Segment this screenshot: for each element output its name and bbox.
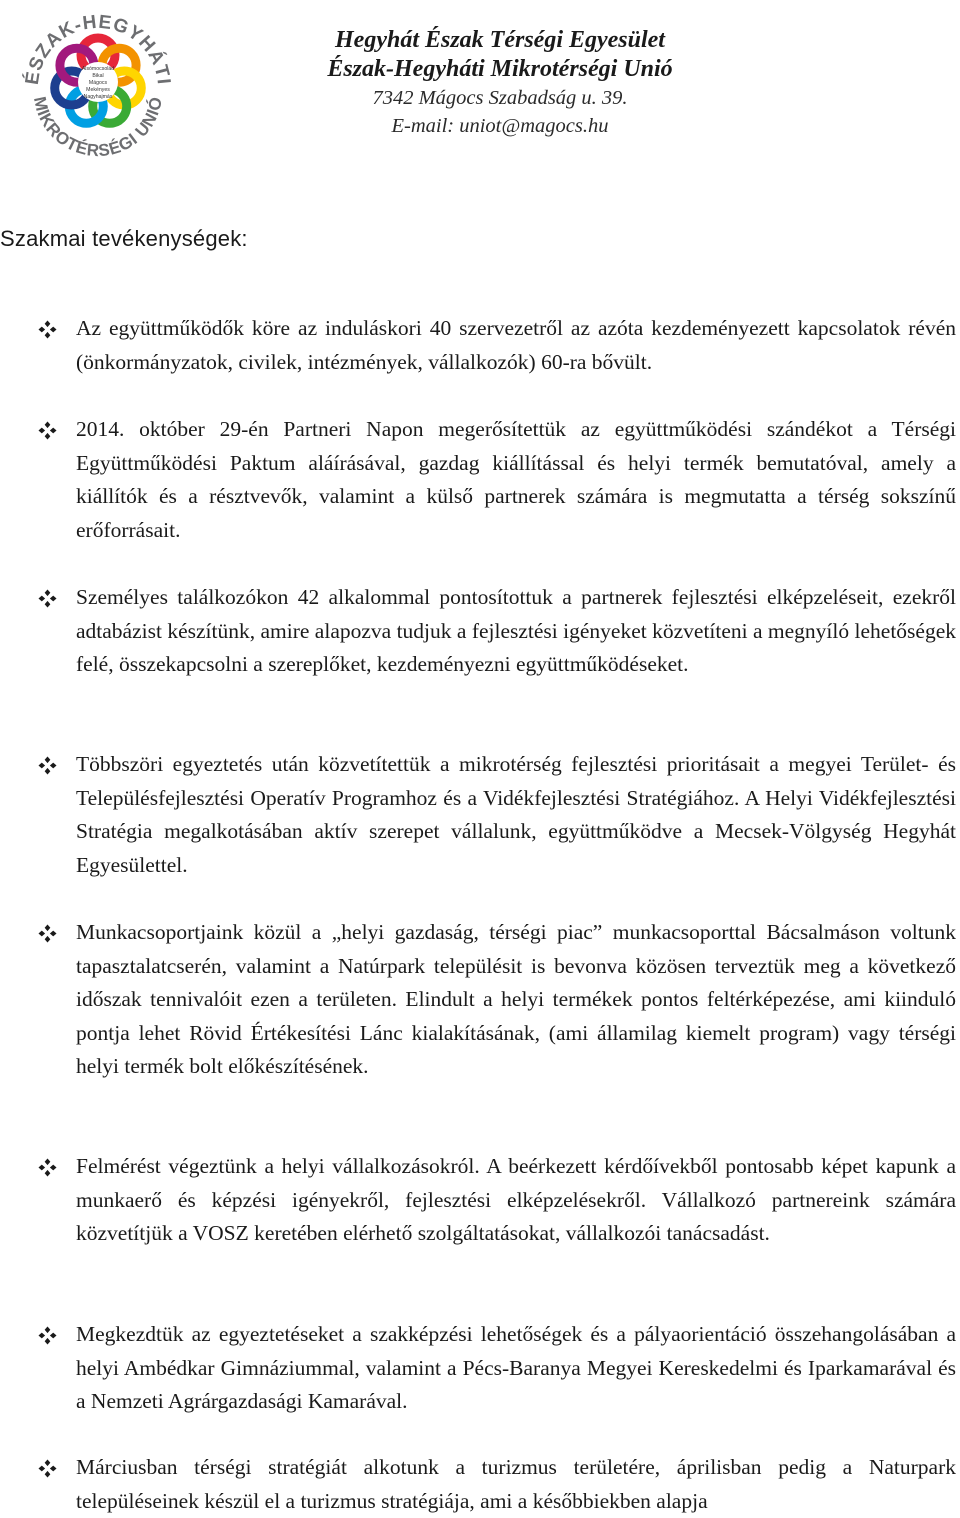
diamond-bullet-icon bbox=[38, 1459, 57, 1478]
org-union-name: Észak-Hegyháti Mikrotérségi Unió bbox=[327, 56, 673, 82]
list-item-text: Személyes találkozókon 42 alkalommal pontosítottuk a partnerek fejlesztési elképzeléseit, ezekről adtabázist készítünk, amire alapozva tudjuk a fejlesztési igényeket közvetíteni a megnyíló lehetőségek felé, összekapcsolni a szereplőket, kezdeményezni együttműködéseket. bbox=[76, 585, 956, 676]
diamond-bullet-icon bbox=[38, 421, 57, 440]
list-item-text: Felmérést végeztünk a helyi vállalkozásokról. A beérkezett kérdőívekből pontosabb képet kapunk a munkaerő és képzési igényekről, fejlesztési elképzelésekről. Vállalkozó partnereink számára közvetítjük a VOSZ keretében elérhető szolgáltatásokat, vállalkozói tanácsadást. bbox=[76, 1154, 956, 1245]
diamond-bullet-icon bbox=[38, 1158, 57, 1177]
list-item bbox=[76, 1318, 956, 1419]
logo-town-5: Nagyhajmás bbox=[83, 94, 113, 100]
list-item bbox=[76, 1150, 956, 1251]
list-item bbox=[76, 413, 956, 547]
logo-town-1: Alsómocsolád bbox=[81, 66, 115, 72]
diamond-bullet-icon bbox=[38, 320, 57, 339]
diamond-bullet-icon bbox=[38, 589, 57, 608]
list-item bbox=[76, 581, 956, 682]
list-item bbox=[76, 312, 956, 379]
logo-town-2: Bikal bbox=[92, 73, 104, 79]
diamond-bullet-icon bbox=[38, 1326, 57, 1345]
union-logo bbox=[16, 0, 178, 158]
letterhead bbox=[290, 26, 710, 140]
list-item-text: Az együttműködők köre az induláskori 40 szervezetről az azóta kezdeményezett kapcsolatok révén (önkormányzatok, civilek, intézmények, vállalkozók) 60-ra bővült. bbox=[76, 316, 956, 374]
logo-town-3: Mágocs bbox=[88, 80, 108, 86]
diamond-bullet-icon bbox=[38, 756, 57, 775]
diamond-bullet-icon bbox=[38, 924, 57, 943]
list-item-text: 2014. október 29-én Partneri Napon megerősítettük az együttműködési szándékot a Térségi Együttműködési Paktum aláírásával, gazdag kiállítással és helyi termék bemutatóval, amely a kiállítók és a résztvevők, valamint a külső partnerek számára is megmutatta a térség sokszínű erőforrásait. bbox=[76, 417, 956, 542]
list-item bbox=[76, 916, 956, 1084]
section-title: Szakmai tevékenységek: bbox=[0, 226, 248, 251]
org-name: Hegyhát Észak Térségi Egyesület bbox=[335, 27, 665, 53]
list-item-text: Megkezdtük az egyeztetéseket a szakképzési lehetőségek és a pályaorientáció összehangolásában a helyi Ambédkar Gimnáziummal, valamint a Pécs-Baranya Megyei Kereskedelmi és Iparkamarával és a Nemzeti Agrárgazdasági Kamarával. bbox=[76, 1322, 956, 1413]
list-item bbox=[76, 1451, 956, 1518]
svg-text:MIKROTÉRSÉGI UNIÓ bbox=[30, 95, 166, 158]
list-item-text: Munkacsoportjaink közül a „helyi gazdaság, térségi piac” munkacsoporttal Bácsalmáson voltunk tapasztalatcserén, valamint a Natúrpark településit is bevonva közösen terveztük meg a következő időszak tennivalóit ezen a területen. Elindult a helyi termékek pontos feltérképezése, ami kiinduló pontja lehet Rövid Értékesítési Lánc kialakításának, (ami államilag kiemelt program) vagy térségi helyi termék bolt előkészítésének. bbox=[76, 920, 956, 1078]
list-item-text: Többszöri egyeztetés után közvetítettük a mikrotérség fejlesztési prioritásait a megyei Terület- és Településfejlesztési Operatív Programhoz és a Vidékfejlesztési Stratégiához. A Helyi Vidékfejlesztési Stratégia megalkotásában aktív szerepet vállalunk, együttműködve a Mecsek-Völgység Hegyhát Egyesülettel. bbox=[76, 752, 956, 877]
list-item-text: Márciusban térségi stratégiát alkotunk a turizmus területére, áprilisban pedig a Naturpark településeinek készül el a turizmus stratégiája, ami a későbbiekben alapja bbox=[76, 1455, 956, 1513]
logo-ring-text-bottom: MIKROTÉRSÉGI UNIÓ bbox=[29, 94, 167, 158]
logo-ring-text-top: ÉSZAK-HEGYHÁTI bbox=[21, 11, 174, 87]
list-item bbox=[76, 748, 956, 882]
logo-town-4: Mekényes bbox=[86, 87, 110, 93]
org-email: E-mail: uniot@magocs.hu bbox=[391, 115, 609, 137]
org-address: 7342 Mágocs Szabadság u. 39. bbox=[372, 87, 628, 109]
